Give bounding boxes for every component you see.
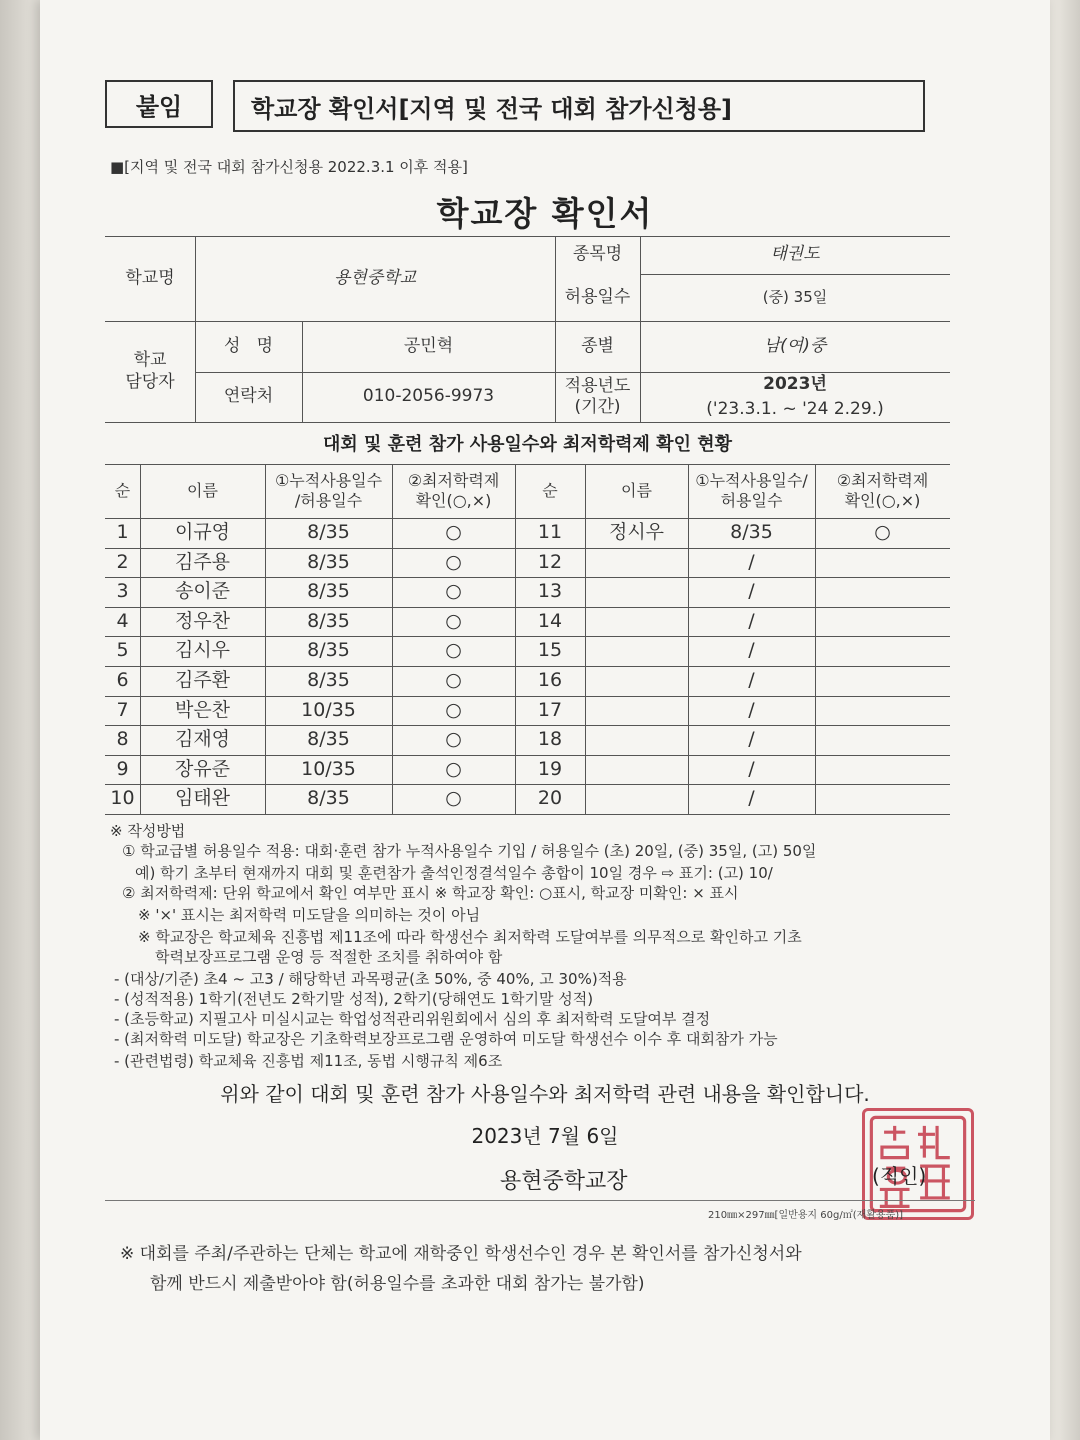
roster-cell-days: 8/35 bbox=[307, 520, 350, 543]
roster-cell-check bbox=[815, 607, 950, 637]
roster-cell-days: 8/35 bbox=[307, 580, 350, 603]
roster-cell-name: 송이준 bbox=[174, 580, 231, 603]
roster-cell-days: / bbox=[748, 728, 755, 751]
roster-cell-days: 8/35 bbox=[307, 550, 350, 573]
name-label: 성 명 bbox=[223, 335, 274, 356]
column-header-name: 이름 bbox=[187, 481, 218, 500]
roster-cell-name bbox=[585, 636, 688, 666]
roster-cell-check bbox=[815, 696, 950, 726]
roster-cell-no: 13 bbox=[537, 580, 563, 603]
footer-note bbox=[120, 1240, 802, 1300]
principal-signature: 용현중학교장 bbox=[500, 1169, 628, 1194]
roster-cell-days: 10/35 bbox=[301, 757, 356, 780]
roster-cell-name bbox=[585, 755, 688, 785]
sport-label: 종목명 bbox=[572, 244, 623, 265]
roster-cell-no: 16 bbox=[537, 668, 563, 691]
header-title: 학교장 확인서[지역 및 전국 대회 참가신청용] bbox=[233, 80, 925, 132]
roster-cell-check: ○ bbox=[445, 698, 462, 721]
roster-cell-days: 8/35 bbox=[307, 728, 350, 751]
roster-cell-name: 이규영 bbox=[174, 520, 231, 543]
type-value: 남(여)중 bbox=[763, 335, 827, 356]
roster-cell-no: 2 bbox=[116, 550, 129, 573]
instruction-line: ① 학교급별 허용일수 적용: 대회·훈련 참가 누적사용일수 기입 / 허용일수 (초) 20일, (중) 35일, (고) 50일 bbox=[122, 842, 817, 860]
footer-line: ※ 대회를 주최/주관하는 단체는 학교에 재학중인 학생선수인 경우 본 확인서를 참가신청서와 bbox=[120, 1244, 802, 1264]
roster-cell-days: / bbox=[748, 668, 755, 691]
roster-cell-no: 14 bbox=[537, 609, 563, 632]
footer-line: 함께 반드시 제출받아야 함(허용일수를 초과한 대회 참가는 불가함) bbox=[150, 1273, 645, 1294]
column-header-days: ①누적사용일수 /허용일수 bbox=[274, 471, 383, 510]
instructions-heading: ※ 작성방법 bbox=[110, 822, 186, 840]
roster-cell-no: 6 bbox=[116, 668, 129, 691]
manager-label: 학교 담당자 bbox=[125, 350, 175, 392]
column-header-no2: 순 bbox=[542, 481, 558, 500]
roster-cell-no: 7 bbox=[116, 698, 129, 721]
roster-cell-no: 19 bbox=[537, 757, 563, 780]
instruction-line: ※ 학교장은 학교체육 진흥법 제11조에 따라 학생선수 최저학력 도달여부를 의무적으로 확인하고 기초 bbox=[138, 928, 802, 946]
roster-cell-no: 10 bbox=[110, 787, 135, 810]
period-value: ('23.3.1. ~ '24 2.29.) bbox=[706, 399, 884, 420]
document-page bbox=[40, 0, 1050, 1440]
instruction-line: 예) 학기 초부터 현재까지 대회 및 훈련참가 출석인정결석일수 총합이 10일 경우 ⇨ 표기: (고) 10/ bbox=[135, 864, 773, 882]
attachment-tag: 붙임 bbox=[105, 80, 213, 128]
roster-cell-check bbox=[815, 577, 950, 607]
roster-cell-name bbox=[585, 696, 688, 726]
roster-cell-days: / bbox=[748, 639, 755, 662]
instruction-line: 학력보장프로그램 운영 등 적절한 조치를 취하여야 함 bbox=[155, 948, 503, 966]
status-section-title: 대회 및 훈련 참가 사용일수와 최저학력제 확인 현황 bbox=[322, 434, 732, 455]
roster-cell-no: 8 bbox=[116, 728, 129, 751]
roster-cell-name: 김주용 bbox=[174, 550, 231, 573]
roster-cell-no: 5 bbox=[116, 639, 129, 662]
roster-cell-check: ○ bbox=[445, 609, 462, 632]
roster-cell-days: 8/35 bbox=[307, 668, 350, 691]
school-value: 용현중학교 bbox=[333, 267, 417, 288]
roster-cell-name bbox=[585, 784, 688, 814]
roster-cell-name: 박은찬 bbox=[174, 698, 231, 721]
roster-cell-days: 8/35 bbox=[307, 639, 350, 662]
roster-cell-days: 10/35 bbox=[301, 698, 356, 721]
year-label: 적용년도 (기간) bbox=[564, 375, 631, 417]
roster-cell-name: 임태완 bbox=[174, 787, 231, 810]
roster-cell-check bbox=[815, 755, 950, 785]
instruction-line: - (최저학력 미도달) 학교장은 기초학력보장프로그램 운영하여 미도달 학생선수 이수 후 대회참가 가능 bbox=[114, 1030, 778, 1048]
allow-label: 허용일수 bbox=[564, 286, 631, 307]
roster-cell-no: 20 bbox=[537, 787, 563, 810]
roster-cell-name: 정우찬 bbox=[174, 609, 231, 632]
type-label: 종별 bbox=[581, 335, 614, 356]
instruction-line: - (초등학교) 지필고사 미실시교는 학업성적관리위원회에서 심의 후 최저학력 도달여부 결정 bbox=[114, 1010, 711, 1028]
roster-cell-no: 17 bbox=[537, 698, 563, 721]
seal-label: (직인) bbox=[872, 1164, 927, 1188]
roster-cell-days: / bbox=[748, 787, 755, 810]
roster-cell-name bbox=[585, 577, 688, 607]
column-header-no: 순 bbox=[114, 481, 131, 500]
document-title: 학교장 확인서 bbox=[436, 194, 654, 233]
paper-spec: 210㎜×297㎜[일반용지 60g/㎡(재활용품)] bbox=[708, 1210, 904, 1221]
roster-cell-check: ○ bbox=[874, 520, 891, 543]
roster-cell-no: 4 bbox=[116, 609, 129, 632]
roster-cell-check bbox=[815, 725, 950, 755]
instruction-line: ② 최저학력제: 단위 학교에서 확인 여부만 표시 ※ 학교장 확인: ○표시, 학교장 미확인: × 표시 bbox=[122, 884, 739, 902]
divider bbox=[105, 1200, 975, 1201]
rule bbox=[105, 422, 950, 423]
sport-value: 태권도 bbox=[770, 244, 820, 265]
instruction-line: ※ '×' 표시는 최저학력 미도달을 의미하는 것이 아님 bbox=[138, 906, 481, 924]
issue-date: 2023년 7월 6일 bbox=[471, 1124, 619, 1148]
roster-cell-no: 9 bbox=[116, 757, 129, 780]
roster-cell-check: ○ bbox=[445, 728, 462, 751]
roster-cell-no: 1 bbox=[116, 520, 129, 543]
instruction-line: - (성적적용) 1학기(전년도 2학기말 성적), 2학기(당해연도 1학기말 성적) bbox=[114, 990, 594, 1008]
roster-cell-check: ○ bbox=[445, 520, 462, 543]
contact-label: 연락처 bbox=[223, 386, 274, 407]
roster-cell-days: 8/35 bbox=[307, 609, 350, 632]
roster-cell-check: ○ bbox=[445, 550, 462, 573]
roster-cell-no: 11 bbox=[537, 520, 563, 543]
column-header-check: ②최저학력제 확인(○,×) bbox=[407, 471, 500, 510]
roster-cell-name bbox=[585, 725, 688, 755]
confirmation-statement: 위와 같이 대회 및 훈련 참가 사용일수와 최저학력 관련 내용을 확인합니다. bbox=[220, 1082, 870, 1106]
roster-cell-check: ○ bbox=[445, 757, 462, 780]
roster-cell-days: / bbox=[748, 698, 755, 721]
roster-cell-days: 8/35 bbox=[307, 787, 350, 810]
roster-cell-no: 12 bbox=[537, 550, 563, 573]
roster-cell-check: ○ bbox=[445, 580, 462, 603]
roster-cell-name: 김시우 bbox=[174, 639, 231, 662]
roster-cell-name: 김재영 bbox=[174, 728, 231, 751]
column-header-check2: ②최저학력제 확인(○,×) bbox=[836, 471, 929, 510]
roster-cell-days: / bbox=[748, 550, 755, 573]
roster-cell-days: / bbox=[748, 757, 755, 780]
roster-cell-name: 김주환 bbox=[174, 668, 231, 691]
roster-cell-name: 장유준 bbox=[174, 757, 231, 780]
roster-cell-check: ○ bbox=[445, 787, 462, 810]
roster-cell-check: ○ bbox=[445, 668, 462, 691]
roster-cell-no: 18 bbox=[537, 728, 563, 751]
year-value: 2023년 bbox=[763, 374, 827, 395]
roster-cell-name bbox=[585, 607, 688, 637]
rule bbox=[105, 814, 950, 815]
roster-cell-no: 15 bbox=[537, 639, 563, 662]
roster-cell-days: / bbox=[748, 580, 755, 603]
allow-value: (중) 35일 bbox=[762, 288, 828, 307]
contact-value: 010-2056-9973 bbox=[362, 386, 495, 407]
column-header-name2: 이름 bbox=[621, 481, 652, 500]
roster-cell-check bbox=[815, 666, 950, 696]
roster-cell-name: 정시우 bbox=[608, 520, 665, 543]
roster-cell-no: 3 bbox=[116, 580, 129, 603]
roster-cell-days: 8/35 bbox=[730, 520, 773, 543]
applicability-note: ■[지역 및 전국 대회 참가신청용 2022.3.1 이후 적용] bbox=[110, 158, 468, 176]
roster-cell-name bbox=[585, 548, 688, 578]
instruction-line: - (관련법령) 학교체육 진흥법 제11조, 동법 시행규칙 제6조 bbox=[114, 1052, 503, 1070]
roster-cell-check bbox=[815, 784, 950, 814]
roster-cell-check bbox=[815, 636, 950, 666]
roster-cell-check bbox=[815, 548, 950, 578]
instruction-line: - (대상/기준) 초4 ~ 고3 / 해당학년 과목평균(초 50%, 중 40%, 고 30%)적용 bbox=[114, 970, 627, 988]
column-header-days2: ①누적사용일수/ 허용일수 bbox=[695, 471, 808, 510]
name-value: 공민혁 bbox=[403, 335, 454, 356]
school-label: 학교명 bbox=[125, 267, 175, 288]
roster-cell-days: / bbox=[748, 609, 755, 632]
roster-cell-name bbox=[585, 666, 688, 696]
roster-cell-check: ○ bbox=[445, 639, 462, 662]
